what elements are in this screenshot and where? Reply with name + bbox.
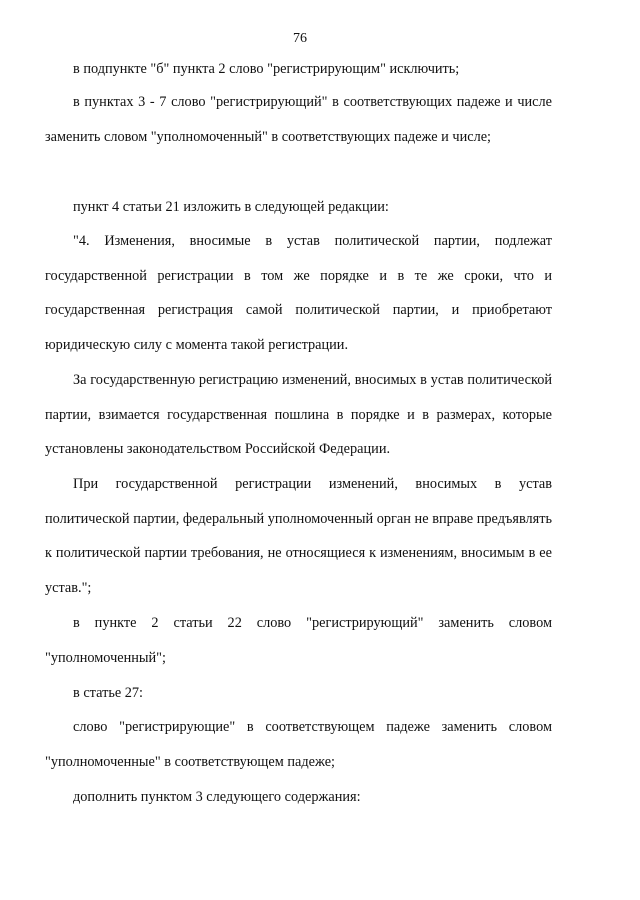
paragraph-4: "4. Изменения, вносимые в устав политической партии, подлежат государственной регистрации в том же порядке и в те же сроки, что и государственная регистрация самой политической партии, и приобретают юридическую силу с момента такой регистрации. (45, 233, 552, 354)
paragraph-3: пункт 4 статьи 21 изложить в следующей редакции: (73, 199, 389, 215)
paragraph-9: слово "регистрирующие" в соответствующем падеже заменить словом "уполномоченные" в соответствующем падеже; (45, 719, 552, 770)
paragraph-10: дополнить пунктом 3 следующего содержания: (73, 789, 361, 805)
paragraph-6: При государственной регистрации изменений, вносимых в устав политической партии, федеральный уполномоченный орган не вправе предъявлять к политической партии требования, не относящиеся к изменениям, вносимым в ее устав."; (45, 476, 552, 597)
paragraph-5: За государственную регистрацию изменений, вносимых в устав политической партии, взимается государственная пошлина в порядке и в размерах, которые установлены законодательством Российской Федерации. (45, 372, 552, 458)
paragraph-8: в статье 27: (73, 685, 144, 701)
paragraph-1: в подпункте "б" пункта 2 слово "регистрирующим" исключить; (73, 61, 460, 77)
paragraph-2: в пунктах 3 - 7 слово "регистрирующий" в соответствующих падеже и числе заменить словом "уполномоченный" в соответствующих падеже и числе; (45, 94, 552, 145)
paragraph-7: в пункте 2 статьи 22 слово "регистрирующий" заменить словом "уполномоченный"; (45, 615, 552, 666)
page-number: 76 (293, 31, 307, 46)
